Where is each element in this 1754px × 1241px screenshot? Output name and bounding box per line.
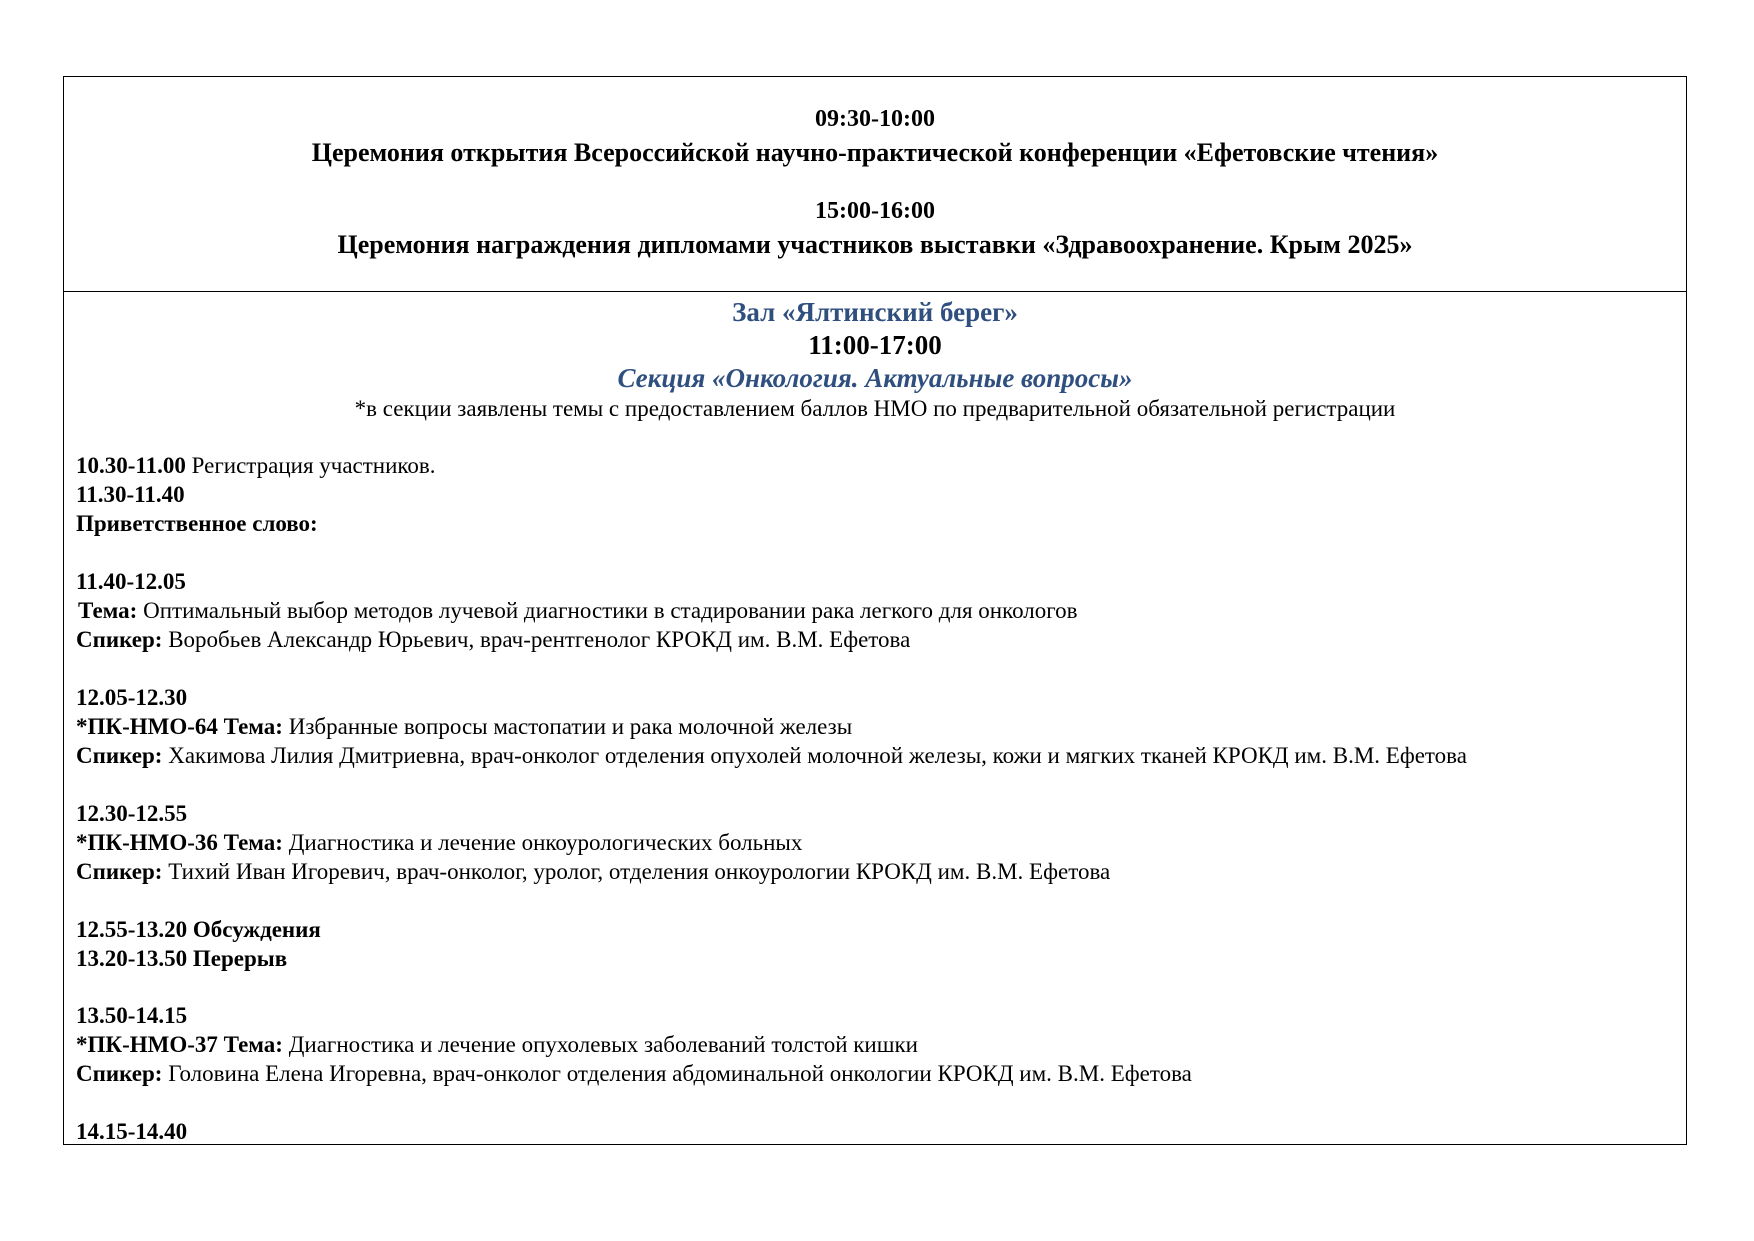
talk-topic-line <box>78 598 1078 624</box>
talk-speaker-line <box>76 627 910 653</box>
topic-text: Диагностика и лечение онкоурологических больных <box>288 830 803 855</box>
talk-topic-line <box>76 714 852 740</box>
section-title: Секция «Онкология. Актуальные вопросы» <box>617 363 1133 393</box>
registration-time: 10.30-11.00 <box>76 453 186 478</box>
topic-text: Избранные вопросы мастопатии и рака молочной железы <box>288 714 853 739</box>
topic-label: Тема: <box>223 1032 283 1057</box>
talk-topic-line <box>76 1032 918 1058</box>
discussion-line: 12.55-13.20 Обсуждения <box>76 917 321 942</box>
break-line: 13.20-13.50 Перерыв <box>76 946 288 971</box>
speaker-label: Спикер: <box>76 627 163 652</box>
nmo-code: *ПК-НМО-37 <box>76 1032 218 1057</box>
section-note: *в секции заявлены темы с предоставлением баллов НМО по предварительной обязательной регистрации <box>354 396 1396 421</box>
ceremonies-block <box>64 77 1686 292</box>
nmo-code: *ПК-НМО-64 <box>76 714 218 739</box>
talk-speaker-line <box>76 743 1467 769</box>
hall-name: Зал «Ялтинский берег» <box>732 297 1018 327</box>
talk-speaker-line <box>76 859 1110 885</box>
registration-text: Регистрация участников. <box>191 453 436 478</box>
welcome-time: 11.30-11.40 <box>76 482 185 507</box>
speaker-text: Хакимова Лилия Дмитриевна, врач-онколог отделения опухолей молочной железы, кожи и мягких тканей КРОКД им. В.М. Ефетова <box>168 743 1467 768</box>
welcome-text: Приветственное слово: <box>76 511 318 536</box>
registration-line <box>76 453 436 479</box>
topic-label: Тема: <box>223 714 283 739</box>
ceremony-opening-time: 09:30-10:00 <box>815 106 935 132</box>
nmo-code: *ПК-НМО-36 <box>76 830 218 855</box>
ceremony-awards-title: Церемония награждения дипломами участников выставки «Здравоохранение. Крым 2025» <box>337 230 1413 259</box>
talk-time: 14.15-14.40 <box>76 1119 188 1144</box>
talk-time: 12.30-12.55 <box>76 801 188 826</box>
topic-text: Диагностика и лечение опухолевых заболеваний толстой кишки <box>288 1032 918 1057</box>
speaker-label: Спикер: <box>76 1061 163 1086</box>
ceremony-awards-time: 15:00-16:00 <box>815 198 935 224</box>
section-time: 11:00-17:00 <box>808 330 942 360</box>
talk-time: 13.50-14.15 <box>76 1003 188 1028</box>
speaker-text: Головина Елена Игоревна, врач-онколог отделения абдоминальной онкологии КРОКД им. В.М. Ефетова <box>168 1061 1192 1086</box>
talk-time: 11.40-12.05 <box>76 569 186 594</box>
speaker-text: Воробьев Александр Юрьевич, врач-рентгенолог КРОКД им. В.М. Ефетова <box>168 627 911 652</box>
program-table <box>63 76 1687 1145</box>
topic-text: Оптимальный выбор методов лучевой диагностики в стадировании рака легкого для онкологов <box>143 598 1078 623</box>
ceremony-opening-title: Церемония открытия Всероссийской научно-практической конференции «Ефетовские чтения» <box>311 138 1439 167</box>
speaker-label: Спикер: <box>76 859 163 884</box>
topic-label: Тема: <box>223 830 283 855</box>
talk-time: 12.05-12.30 <box>76 685 188 710</box>
talk-topic-line <box>76 830 802 856</box>
talk-speaker-line <box>76 1061 1192 1087</box>
topic-label: Тема: <box>78 598 138 623</box>
speaker-text: Тихий Иван Игоревич, врач-онколог, уролог, отделения онкоурологии КРОКД им. В.М. Ефетова <box>168 859 1111 884</box>
speaker-label: Спикер: <box>76 743 163 768</box>
